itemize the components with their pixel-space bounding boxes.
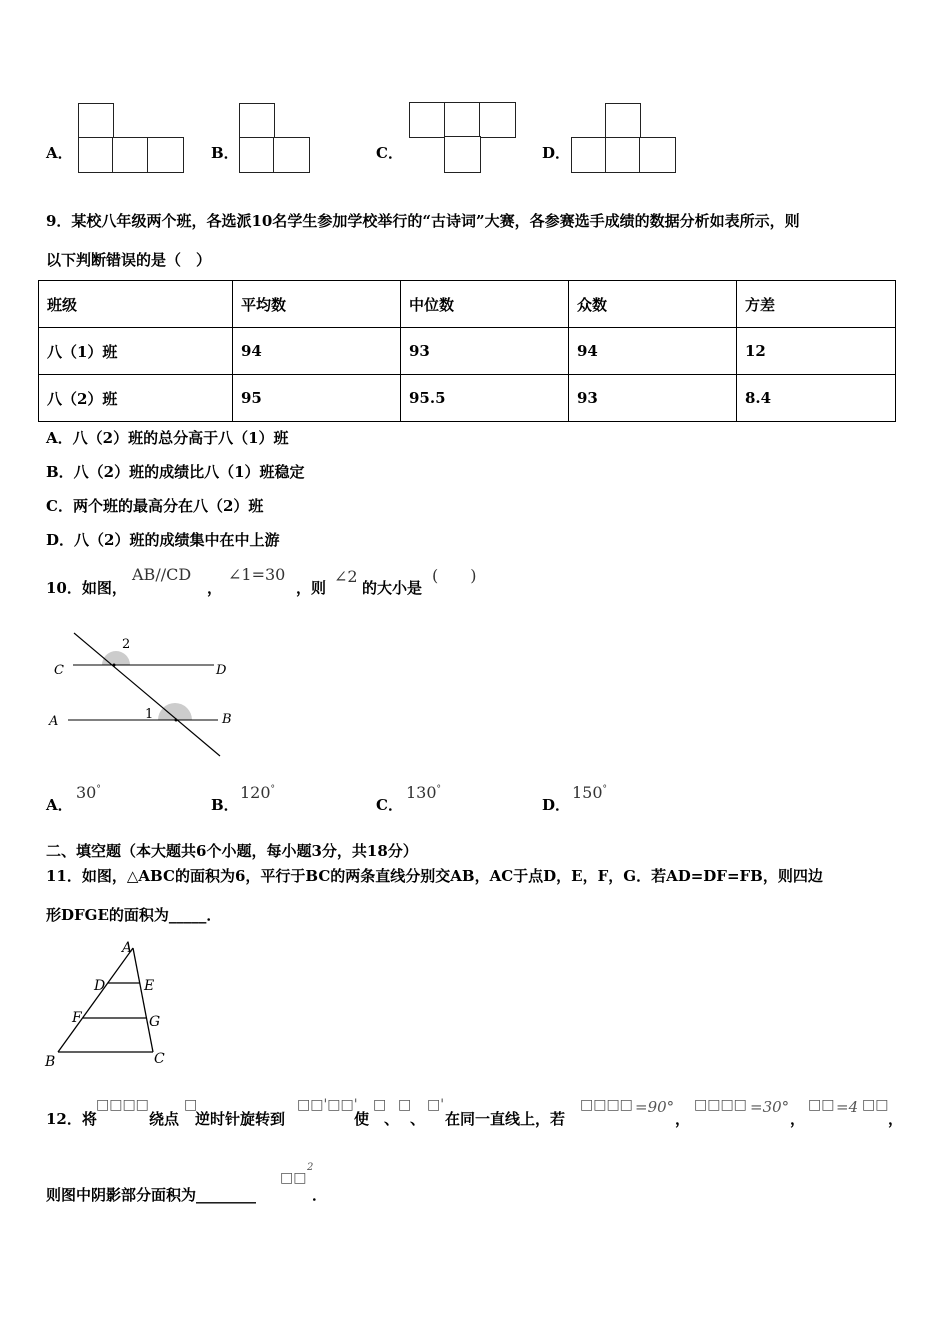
q12-missing-glyphs: □□□□ [96, 1097, 149, 1113]
figure-label-b: B [222, 712, 232, 727]
figure-label-angle-1: 1 [145, 707, 154, 722]
figure-label-g: G [149, 1014, 161, 1030]
q12-text-p4: 使 [354, 1110, 370, 1128]
table-cell: 12 [737, 328, 896, 375]
q12-sep2: ， [790, 1110, 806, 1128]
q9-text-line1: 9．某校八年级两个班，各选派10名学生参加学校举行的“古诗词”大赛，各参赛选手成绩的数据分析如表所示，则 [46, 212, 800, 230]
q12-missing-glyphs: □□ [862, 1097, 889, 1113]
q12-missing-glyphs: □□'□□' [297, 1097, 358, 1113]
q12-text-p5: 、 [384, 1110, 400, 1128]
q10-option-a-value: 30° [76, 783, 101, 802]
q10-option-c-value: 130° [406, 783, 442, 802]
q10-option-a-label: A． [46, 796, 73, 814]
q9-choice-b: B．八（2）班的成绩比八（1）班稳定 [46, 463, 305, 481]
figure-label-a: A [49, 714, 59, 729]
q10-answer-paren: ( ) [432, 566, 477, 585]
figure-label-angle-2: 2 [122, 637, 131, 652]
q10-option-b-value: 120° [240, 783, 276, 802]
q12-missing-glyphs: □□ [280, 1170, 307, 1186]
q10-sep1: ， [207, 579, 223, 597]
q12-text-p6: 、 [410, 1110, 426, 1128]
q12-text-p7: 在同一直线上，若 [445, 1110, 566, 1128]
table-header-cell: 班级 [39, 281, 233, 328]
q10-option-c-label: C． [376, 796, 403, 814]
q11-triangle-figure [40, 938, 175, 1073]
q12-missing-glyphs: □ [184, 1097, 198, 1113]
table-cell: 八（2）班 [39, 375, 233, 422]
q10-option-d-label: D． [542, 796, 571, 814]
figure-label-c: C [54, 663, 64, 678]
q12-missing-glyphs: □ [398, 1097, 412, 1113]
q10-condition-angle1: ∠1=30 [228, 565, 286, 584]
table-cell: 八（1）班 [39, 328, 233, 375]
q10-suffix: 的大小是 [362, 579, 423, 597]
table-cell: 94 [233, 328, 401, 375]
table-cell: 93 [401, 328, 569, 375]
q11-text-line2: 形DFGE的面积为_____． [46, 906, 222, 924]
figure-label-e: E [144, 978, 155, 994]
q10-option-d-value: 150° [572, 783, 608, 802]
table-header-cell: 平均数 [233, 281, 401, 328]
q10-sep2: ，则 [296, 579, 327, 597]
table-cell: 94 [569, 328, 737, 375]
q9-choice-d: D．八（2）班的成绩集中在中上游 [46, 531, 280, 549]
q9-data-table [38, 280, 896, 422]
q8-option-d-label: D． [542, 144, 571, 162]
q12-text-p3: 逆时针旋转到 [195, 1110, 286, 1128]
section-title: 二、填空题（本大题共6个小题，每小题3分，共18分） [46, 842, 418, 860]
q8-option-a-label: A． [46, 144, 73, 162]
figure-label-c: C [154, 1051, 165, 1067]
q9-text-line2: 以下判断错误的是（ ） [46, 251, 212, 269]
q10-angle2: ∠2 [334, 567, 358, 586]
figure-label-d: D [94, 978, 106, 994]
table-cell: 95.5 [401, 375, 569, 422]
q12-missing-glyphs: □' [427, 1097, 445, 1113]
q12-condition1: =90° [635, 1098, 675, 1116]
q12-condition3: =4 [836, 1098, 859, 1116]
q12-end2: ． [312, 1186, 328, 1204]
q10-option-b-label: B． [211, 796, 239, 814]
q12-missing-glyphs: □□ [808, 1097, 835, 1113]
q12-text-p2: 绕点 [149, 1110, 180, 1128]
table-header-cell: 众数 [569, 281, 737, 328]
q9-choice-c: C．两个班的最高分在八（2）班 [46, 497, 264, 515]
q12-sep1: ， [675, 1110, 691, 1128]
q12-text-line2: 则图中阴影部分面积为________ [46, 1186, 257, 1204]
figure-label-b: B [45, 1054, 56, 1070]
figure-label-a: A [122, 940, 133, 956]
q8-option-b-label: B． [211, 144, 239, 162]
q10-condition-parallel: AB//CD [132, 565, 192, 584]
q12-end1: ， [888, 1110, 904, 1128]
q9-choice-a: A．八（2）班的总分高于八（1）班 [46, 429, 289, 447]
q12-text-p1: 12．将 [46, 1110, 97, 1128]
table-row [39, 375, 896, 422]
q12-condition2: =30° [750, 1098, 790, 1116]
figure-label-f: F [72, 1010, 82, 1026]
q10-parallel-lines-figure [40, 625, 240, 760]
table-row [39, 328, 896, 375]
table-header-row [39, 281, 896, 328]
q12-unit-superscript: 2 [307, 1162, 314, 1173]
q12-missing-glyphs: □□□□ [694, 1097, 747, 1113]
table-cell: 95 [233, 375, 401, 422]
table-cell: 8.4 [737, 375, 896, 422]
q10-prefix: 10．如图， [46, 579, 127, 597]
q12-missing-glyphs: □□□□ [580, 1097, 633, 1113]
table-header-cell: 方差 [737, 281, 896, 328]
q12-missing-glyphs: □ [373, 1097, 387, 1113]
figure-label-d: D [216, 663, 227, 678]
q8-option-c-label: C． [376, 144, 403, 162]
table-cell: 93 [569, 375, 737, 422]
q11-text-line1: 11．如图，△ABC的面积为6，平行于BC的两条直线分别交AB，AC于点D，E，F，G．若AD=DF=FB，则四边 [46, 867, 823, 885]
table-header-cell: 中位数 [401, 281, 569, 328]
